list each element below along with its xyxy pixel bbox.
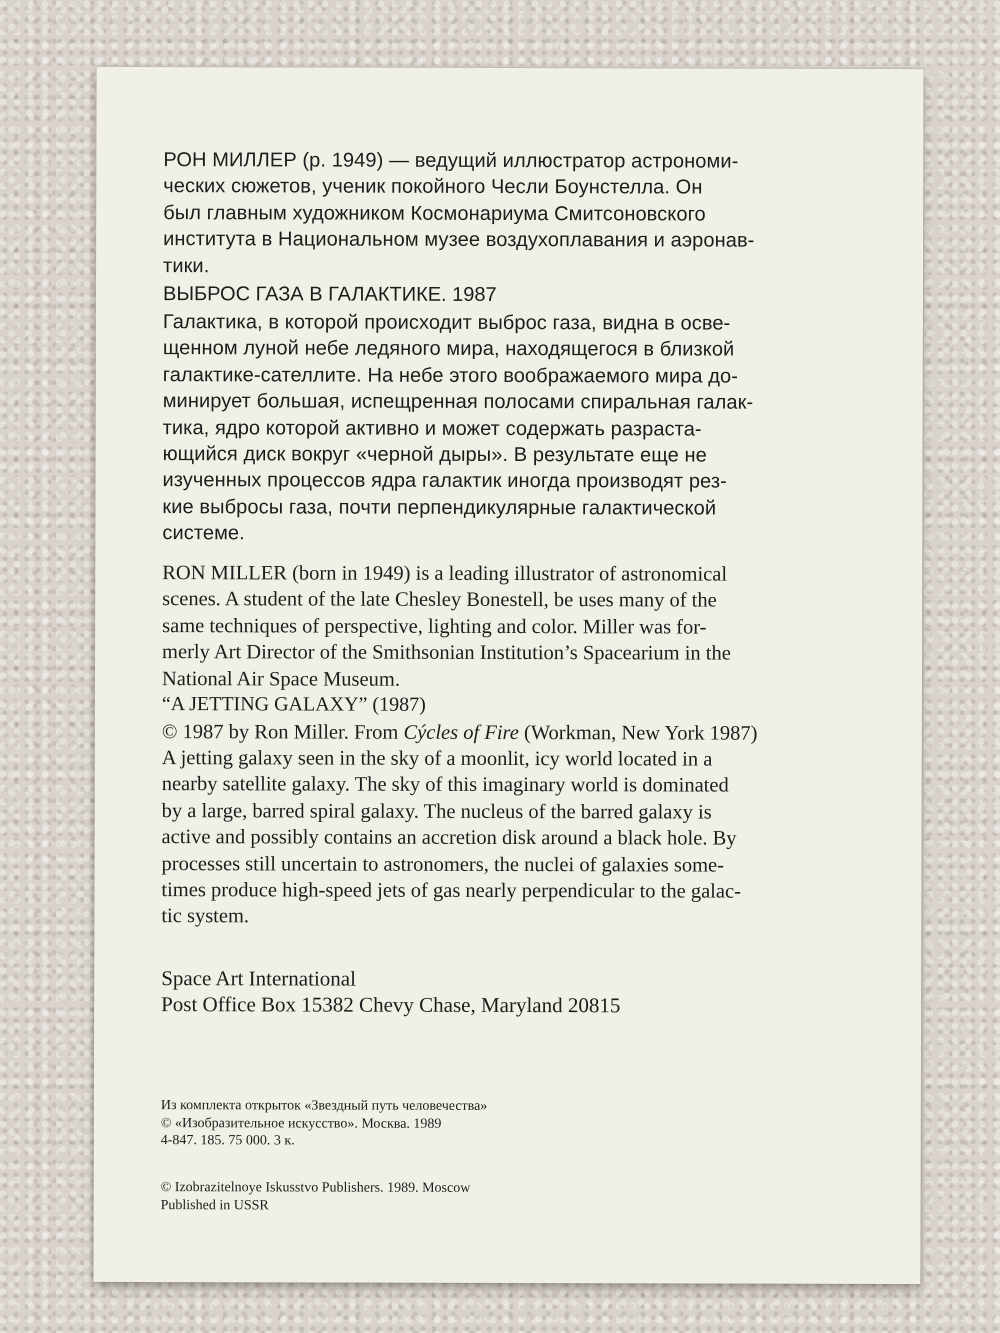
english-artist-bio	[162, 560, 872, 694]
english-artwork-description	[161, 745, 871, 932]
text-line: by a large, barred spiral galaxy. The nucleus of the barred galaxy is	[161, 799, 712, 824]
imprint-line: © «Изобразительное искусство». Москва. 1989	[160, 1115, 442, 1132]
text-line: РОН МИЛЛЕР (р. 1949) — ведущий иллюстратор астрономи-	[163, 149, 739, 173]
text-line: tic system.	[161, 905, 250, 928]
russian-imprint	[161, 1097, 871, 1151]
text-line: scenes. A student of the late Chesley Bonestell, be uses many of the	[162, 588, 717, 612]
english-artwork-title: “A JETTING GALAXY” (1987)	[161, 693, 426, 716]
text-line: nearby satellite galaxy. The sky of this imaginary world is dominated	[161, 773, 729, 797]
text-line: был главным художником Космонариума Смитсоновского	[163, 201, 706, 226]
text-line: института в Национальном музее воздухоплавания и аэронав-	[163, 228, 755, 252]
text-line: Галактика, в которой происходит выброс газа, видна в осве-	[162, 311, 731, 335]
postcard-back	[93, 67, 923, 1284]
imprint-line: Published in USSR	[160, 1197, 269, 1213]
russian-artwork-description	[162, 309, 873, 549]
english-copyright-credit	[162, 719, 872, 747]
credit-suffix: (Workman, New York 1987)	[518, 722, 758, 745]
english-imprint	[161, 1179, 871, 1216]
credit-book-title: Cýcles of Fire	[403, 721, 519, 745]
text-line: times produce high-speed jets of gas nearly perpendicular to the galac-	[161, 879, 741, 903]
text-line: ющийся диск вокруг «черной дыры». В результате еще не	[162, 443, 707, 467]
text-line: изученных процессов ядра галактик иногда производят рез-	[162, 469, 727, 494]
text-line: кие выбросы газа, почти перпендикулярные галактической	[162, 495, 717, 520]
text-line: тики.	[163, 254, 210, 277]
imprint-line: © Izobrazitelnoye Iskusstvo Publishers. 1989. Moscow	[160, 1180, 471, 1196]
russian-artist-bio	[163, 147, 873, 281]
text-line: active and possibly contains an accretion disk around a black hole. By	[161, 826, 737, 850]
russian-artwork-title: ВЫБРОС ГАЗА В ГАЛАКТИКЕ. 1987	[162, 283, 497, 306]
text-line: системе.	[162, 522, 245, 545]
text-line: merly Art Director of the Smithsonian Institution’s Spacearium in the	[162, 641, 731, 665]
text-line: A jetting galaxy seen in the sky of a moonlit, icy world located in a	[161, 747, 713, 771]
text-line: ческих сюжетов, ученик покойного Чесли Боунстелла. Он	[163, 175, 703, 199]
address-line: Space Art International	[161, 966, 357, 991]
text-line: щенном луной небе ледяного мира, находящегося в близкой	[162, 337, 735, 361]
text-line: RON MILLER (born in 1949) is a leading illustrator of astronomical	[162, 562, 728, 586]
text-line: минирует большая, испещренная полосами спиральная галак-	[162, 390, 754, 414]
imprint-line: 4-847. 185. 75 000. 3 к.	[160, 1133, 295, 1149]
text-line: same techniques of perspective, lighting and color. Miller was for-	[162, 614, 707, 639]
text-line: National Air Space Museum.	[161, 667, 401, 691]
credit-prefix: © 1987 by Ron Miller. From	[161, 721, 404, 744]
publisher-address	[161, 965, 871, 1019]
text-line: галактике-сателлите. На небе этого воображаемого мира до-	[162, 363, 739, 388]
address-line: Post Office Box 15382 Chevy Chase, Maryland 20815	[161, 992, 621, 1018]
text-line: processes still uncertain to astronomers, the nuclei of galaxies some-	[161, 852, 724, 877]
imprint-line: Из комплекта открыток «Звездный путь человечества»	[160, 1098, 488, 1114]
text-line: тика, ядро которой активно и может содержать разраста-	[162, 416, 702, 441]
